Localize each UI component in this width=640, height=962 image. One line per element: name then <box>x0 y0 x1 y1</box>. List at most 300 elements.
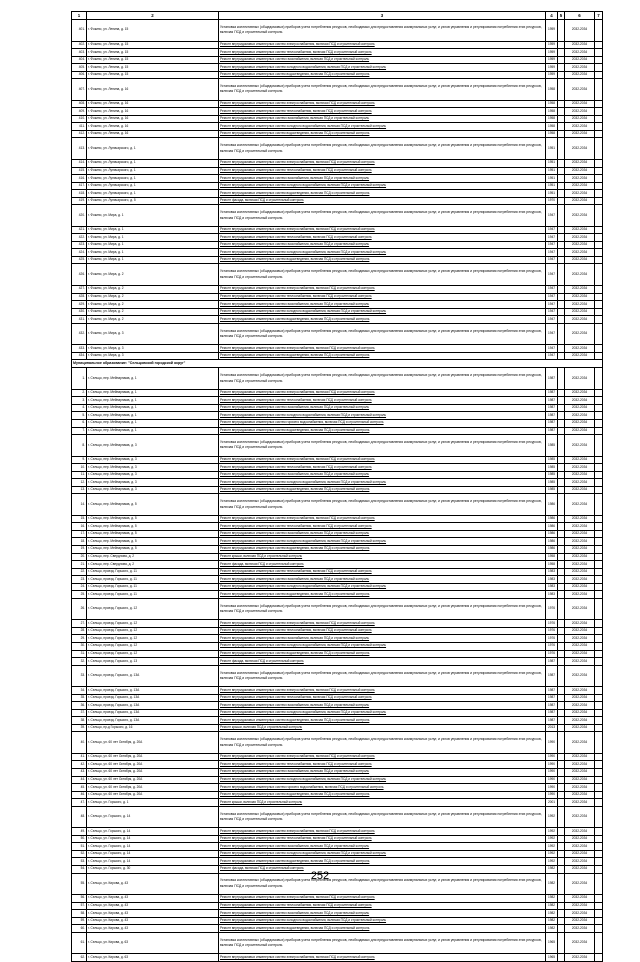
row-number: 45. <box>72 784 87 792</box>
address-cell: г. Фокино, ул. Мира, д. 2 <box>87 316 219 324</box>
year-built-cell: 1987 <box>546 694 558 702</box>
blank-cell <box>595 591 603 599</box>
year-built-cell: 1992 <box>546 858 558 866</box>
row-number: 402. <box>72 41 87 49</box>
blank-cell <box>595 256 603 264</box>
address-cell: г. Сельцо, ул. Горького, д. 14 <box>87 835 219 843</box>
year-built-cell: 1959 <box>546 64 558 72</box>
year-built-cell: 1986 <box>546 494 558 516</box>
blank-cell <box>595 917 603 925</box>
row-number: 409. <box>72 108 87 116</box>
table-row <box>72 41 603 49</box>
table-row <box>72 479 603 487</box>
row-number: 36. <box>72 702 87 710</box>
year-built-cell: 1976 <box>546 598 558 620</box>
table-row <box>72 197 603 205</box>
address-cell: г. Сельцо, ул. 60 лет Октября, д. 20А <box>87 761 219 769</box>
table-row <box>72 249 603 257</box>
municipality-heading: Муниципальное образование: "Сельцовский городской округ" <box>72 360 603 368</box>
blank-cell <box>558 835 565 843</box>
work-type-cell: Ремонт внутридомовых инженерных систем газоснабжения, включая ПСД и строительный контроль <box>219 404 546 412</box>
work-type-cell: Ремонт внутридомовых инженерных систем водоотведения, включая ПСД и строительный контроль <box>219 352 546 360</box>
work-type-cell: Ремонт внутридомовых инженерных систем электроснабжения, включая ПСД и строительный контроль <box>219 100 546 108</box>
address-cell: г. Фокино, ул. Мира, д. 2 <box>87 293 219 301</box>
column-header: 2 <box>87 12 219 20</box>
period-cell: 2032-2034 <box>565 784 595 792</box>
row-number: 34. <box>72 687 87 695</box>
blank-cell <box>558 486 565 494</box>
blank-cell <box>595 784 603 792</box>
column-header: 6 <box>565 12 595 20</box>
period-cell: 2032-2034 <box>565 115 595 123</box>
blank-cell <box>558 435 565 457</box>
work-type-cell: Ремонт внутридомовых инженерных систем электроснабжения, включая ПСД и строительный контроль <box>219 895 546 903</box>
table-row <box>72 583 603 591</box>
row-number: 13. <box>72 486 87 494</box>
table-row <box>72 806 603 828</box>
period-cell: 2032-2034 <box>565 249 595 257</box>
year-built-cell: 1985 <box>546 479 558 487</box>
blank-cell <box>558 226 565 234</box>
table-row <box>72 627 603 635</box>
blank-cell <box>558 799 565 807</box>
table-row <box>72 576 603 584</box>
period-cell: 2032-2034 <box>565 650 595 658</box>
table-row <box>72 167 603 175</box>
year-built-cell: 1976 <box>546 635 558 643</box>
table-row <box>72 159 603 167</box>
work-type-cell: Ремонт внутридомовых инженерных систем холодного водоснабжения, включая ПСД и строительный контроль <box>219 479 546 487</box>
row-number: 50. <box>72 835 87 843</box>
address-cell: г. Фокино, ул. Ленина, д. 16 <box>87 100 219 108</box>
table-row <box>72 464 603 472</box>
address-cell: г. Сельцо, проезд. Горького, д. 13А <box>87 709 219 717</box>
table-row <box>72 591 603 599</box>
work-type-cell: Ремонт внутридомовых инженерных систем холодного водоснабжения, включая ПСД и строительный контроль <box>219 850 546 858</box>
address-cell: г. Фокино, ул. Мира, д. 1 <box>87 256 219 264</box>
work-type-cell: Установка коллективных (общедомовых) приборов учета потребления ресурсов, необходимых для предоставления коммунальных услуг, и узлов управления и регулирования потребления этих ресурсов, включая ПСД и строительный контроль <box>219 138 546 160</box>
table-row <box>72 368 603 390</box>
table-row <box>72 427 603 435</box>
table-row <box>72 665 603 687</box>
blank-cell <box>558 591 565 599</box>
address-cell: г. Сельцо, ул. Кирова, д. 43 <box>87 925 219 933</box>
address-cell: г. Фокино, ул. Мира, д. 2 <box>87 264 219 286</box>
work-type-cell: Ремонт внутридомовых инженерных систем электроснабжения, включая ПСД и строительный контроль <box>219 515 546 523</box>
period-cell: 2032-2034 <box>565 167 595 175</box>
table-row <box>72 902 603 910</box>
period-cell: 2032-2034 <box>565 902 595 910</box>
period-cell: 2032-2034 <box>565 546 595 554</box>
row-number: 54. <box>72 865 87 873</box>
work-type-cell: Ремонт внутридомовых инженерных систем водоотведения, включая ПСД и строительный контроль <box>219 71 546 79</box>
work-type-cell: Ремонт внутридомовых инженерных систем водоотведения, включая ПСД и строительный контроль <box>219 858 546 866</box>
blank-cell <box>558 568 565 576</box>
blank-cell <box>558 694 565 702</box>
table-row <box>72 650 603 658</box>
work-type-cell: Ремонт внутридомовых инженерных систем горячего водоснабжения, включая ПСД и строительный контроль <box>219 784 546 792</box>
table-row <box>72 256 603 264</box>
address-cell: г. Сельцо, ул. 60 лет Октября, д. 20А <box>87 776 219 784</box>
work-type-cell: Установка коллективных (общедомовых) приборов учета потребления ресурсов, необходимых для предоставления коммунальных услуг, и узлов управления и регулирования потребления этих ресурсов, включая ПСД и строительный контроль <box>219 665 546 687</box>
work-type-cell: Ремонт внутридомовых инженерных систем газоснабжения, включая ПСД и строительный контроль <box>219 175 546 183</box>
blank-cell <box>595 64 603 72</box>
year-built-cell: 1947 <box>546 241 558 249</box>
blank-cell <box>558 724 565 732</box>
table-row <box>72 799 603 807</box>
table-row <box>72 658 603 666</box>
address-cell: г. Фокино, ул. Луначарского, д. 1 <box>87 138 219 160</box>
address-cell: г. Сельцо, ул. Горького, д. 14 <box>87 806 219 828</box>
row-number: 15. <box>72 515 87 523</box>
work-type-cell: Ремонт фасада, включая ПСД и строительный контроль <box>219 865 546 873</box>
table-row <box>72 285 603 293</box>
year-built-cell: 1985 <box>546 471 558 479</box>
table-row <box>72 895 603 903</box>
year-built-cell: 1983 <box>546 591 558 599</box>
row-number: 35. <box>72 694 87 702</box>
row-number: 28. <box>72 627 87 635</box>
blank-cell <box>558 858 565 866</box>
year-built-cell: 1951 <box>546 182 558 190</box>
table-row <box>72 828 603 836</box>
blank-cell <box>558 130 565 138</box>
blank-cell <box>558 138 565 160</box>
table-row <box>72 100 603 108</box>
year-built-cell: 1976 <box>546 650 558 658</box>
row-number: 408. <box>72 100 87 108</box>
blank-cell <box>558 368 565 390</box>
year-built-cell: 1947 <box>546 264 558 286</box>
address-cell: г. Фокино, ул. Мира, д. 1 <box>87 234 219 242</box>
blank-cell <box>595 553 603 561</box>
row-number: 31. <box>72 650 87 658</box>
row-number: 25. <box>72 591 87 599</box>
work-type-cell: Ремонт внутридомовых инженерных систем теплоснабжения, включая ПСД и строительный контроль <box>219 167 546 175</box>
work-type-cell: Ремонт внутридомовых инженерных систем холодного водоснабжения, включая ПСД и строительный контроль <box>219 182 546 190</box>
work-type-cell: Ремонт внутридомовых инженерных систем холодного водоснабжения, включая ПСД и строительный контроль <box>219 412 546 420</box>
blank-cell <box>595 568 603 576</box>
period-cell: 2032-2034 <box>565 264 595 286</box>
period-cell: 2032-2034 <box>565 799 595 807</box>
blank-cell <box>558 205 565 227</box>
row-number: 21. <box>72 561 87 569</box>
work-type-cell: Ремонт внутридомовых инженерных систем электроснабжения, включая ПСД и строительный контроль <box>219 226 546 234</box>
row-number: 37. <box>72 709 87 717</box>
blank-cell <box>558 828 565 836</box>
table-row <box>72 130 603 138</box>
table-row <box>72 702 603 710</box>
period-cell: 2032-2034 <box>565 479 595 487</box>
period-cell: 2032-2034 <box>565 523 595 531</box>
period-cell: 2032-2034 <box>565 41 595 49</box>
table-row <box>72 20 603 42</box>
period-cell: 2032-2034 <box>565 561 595 569</box>
blank-cell <box>558 717 565 725</box>
period-cell: 2032-2034 <box>565 316 595 324</box>
blank-cell <box>558 917 565 925</box>
work-type-cell: Ремонт внутридомовых инженерных систем теплоснабжения, включая ПСД и строительный контроль <box>219 49 546 57</box>
period-cell: 2032-2034 <box>565 345 595 353</box>
row-number: 38. <box>72 717 87 725</box>
work-type-cell: Ремонт внутридомовых инженерных систем холодного водоснабжения, включая ПСД и строительный контроль <box>219 249 546 257</box>
period-cell: 2032-2034 <box>565 694 595 702</box>
year-built-cell: 1947 <box>546 256 558 264</box>
blank-cell <box>558 895 565 903</box>
address-cell: г. Фокино, ул. Мира, д. 3 <box>87 345 219 353</box>
row-number: 420. <box>72 205 87 227</box>
period-cell: 2032-2034 <box>565 895 595 903</box>
blank-cell <box>595 123 603 131</box>
blank-cell <box>558 175 565 183</box>
period-cell: 2032-2034 <box>565 182 595 190</box>
blank-cell <box>558 412 565 420</box>
work-type-cell: Установка коллективных (общедомовых) приборов учета потребления ресурсов, необходимых для предоставления коммунальных услуг, и узлов управления и регулирования потребления этих ресурсов, включая ПСД и строительный контроль <box>219 806 546 828</box>
blank-cell <box>558 954 565 962</box>
blank-cell <box>558 523 565 531</box>
address-cell: г. Фокино, ул. Ленина, д. 16 <box>87 79 219 101</box>
table-row <box>72 835 603 843</box>
table-row <box>72 471 603 479</box>
work-type-cell: Ремонт внутридомовых инженерных систем теплоснабжения, включая ПСД и строительный контроль <box>219 397 546 405</box>
period-cell: 2032-2034 <box>565 658 595 666</box>
table-row <box>72 791 603 799</box>
work-type-cell: Ремонт крыши, включая ПСД и строительный контроль <box>219 799 546 807</box>
row-number: 40. <box>72 732 87 754</box>
blank-cell <box>595 345 603 353</box>
year-built-cell: 1986 <box>546 530 558 538</box>
row-number: 4. <box>72 404 87 412</box>
row-number: 418. <box>72 190 87 198</box>
row-number: 1. <box>72 368 87 390</box>
blank-cell <box>558 71 565 79</box>
row-number: 412. <box>72 130 87 138</box>
row-number: 46. <box>72 791 87 799</box>
address-cell: г. Сельцо, проезд. Горького, д. 12 <box>87 635 219 643</box>
blank-cell <box>595 732 603 754</box>
year-built-cell: 1990 <box>546 769 558 777</box>
work-type-cell: Ремонт внутридомовых инженерных систем электроснабжения, включая ПСД и строительный контроль <box>219 954 546 962</box>
address-cell: г. Фокино, ул. Мира, д. 2 <box>87 301 219 309</box>
year-built-cell: 1958 <box>546 130 558 138</box>
row-number: 19. <box>72 546 87 554</box>
row-number: 14. <box>72 494 87 516</box>
work-type-cell: Ремонт внутридомовых инженерных систем холодного водоснабжения, включая ПСД и строительный контроль <box>219 583 546 591</box>
blank-cell <box>595 932 603 954</box>
row-number: 432. <box>72 323 87 345</box>
period-cell: 2032-2034 <box>565 865 595 873</box>
blank-cell <box>595 20 603 42</box>
blank-cell <box>595 412 603 420</box>
period-cell: 2032-2034 <box>565 843 595 851</box>
blank-cell <box>558 642 565 650</box>
address-cell: г. Сельцо, ул. Горького, д. 14 <box>87 828 219 836</box>
address-cell: г. Сельцо, проезд. Горького, д. 12 <box>87 620 219 628</box>
period-cell: 2032-2034 <box>565 917 595 925</box>
address-cell: г. Сельцо, ул. 60 лет Октября, д. 20А <box>87 769 219 777</box>
blank-cell <box>558 850 565 858</box>
table-row <box>72 56 603 64</box>
blank-cell <box>558 784 565 792</box>
year-built-cell: 1985 <box>546 464 558 472</box>
address-cell: г. Фокино, ул. Мира, д. 1 <box>87 205 219 227</box>
year-built-cell: 1992 <box>546 835 558 843</box>
address-cell: г. Сельцо, проезд. Горького, д. 13А <box>87 702 219 710</box>
work-type-cell: Ремонт внутридомовых инженерных систем электроснабжения, включая ПСД и строительный контроль <box>219 456 546 464</box>
row-number: 48. <box>72 806 87 828</box>
table-row <box>72 761 603 769</box>
period-cell: 2032-2034 <box>565 583 595 591</box>
year-built-cell: 1958 <box>546 115 558 123</box>
period-cell: 2032-2034 <box>565 427 595 435</box>
row-number: 52. <box>72 850 87 858</box>
year-built-cell: 1947 <box>546 226 558 234</box>
address-cell: г. Сельцо, ул. Горького, д. 14 <box>87 858 219 866</box>
blank-cell <box>595 776 603 784</box>
address-cell: г. Сельцо, пер. Мейпарнама, д. 5 <box>87 546 219 554</box>
work-type-cell: Ремонт внутридомовых инженерных систем газоснабжения, включая ПСД и строительный контроль <box>219 576 546 584</box>
blank-cell <box>558 583 565 591</box>
year-built-cell: 1983 <box>546 568 558 576</box>
address-cell: г. Фокино, ул. Ленина, д. 16 <box>87 108 219 116</box>
blank-cell <box>595 56 603 64</box>
blank-cell <box>595 954 603 962</box>
blank-cell <box>558 115 565 123</box>
blank-cell <box>595 895 603 903</box>
work-type-cell: Ремонт внутридомовых инженерных систем газоснабжения, включая ПСД и строительный контроль <box>219 635 546 643</box>
table-row <box>72 925 603 933</box>
address-cell: г. Фокино, ул. Ленина, д. 16 <box>87 123 219 131</box>
row-number: 404. <box>72 56 87 64</box>
period-cell: 2032-2034 <box>565 635 595 643</box>
work-type-cell: Ремонт внутридомовых инженерных систем теплоснабжения, включая ПСД и строительный контроль <box>219 108 546 116</box>
blank-cell <box>595 530 603 538</box>
table-row <box>72 397 603 405</box>
blank-cell <box>558 471 565 479</box>
period-cell: 2032-2034 <box>565 352 595 360</box>
year-built-cell: 1947 <box>546 345 558 353</box>
row-number: 434. <box>72 352 87 360</box>
row-number: 49. <box>72 828 87 836</box>
row-number: 414. <box>72 159 87 167</box>
blank-cell <box>595 397 603 405</box>
blank-cell <box>595 850 603 858</box>
address-cell: г. Сельцо, пер. Мейпарнама, д. 1 <box>87 404 219 412</box>
year-built-cell: 2013 <box>546 724 558 732</box>
period-cell: 2032-2034 <box>565 769 595 777</box>
period-cell: 2032-2034 <box>565 389 595 397</box>
work-type-cell: Установка коллективных (общедомовых) приборов учета потребления ресурсов, необходимых для предоставления коммунальных услуг, и узлов управления и регулирования потребления этих ресурсов, включая ПСД и строительный контроль <box>219 732 546 754</box>
table-row <box>72 64 603 72</box>
blank-cell <box>595 925 603 933</box>
row-number: 41. <box>72 753 87 761</box>
blank-cell <box>558 167 565 175</box>
address-cell: г. Фокино, ул. Ленина, д. 15 <box>87 49 219 57</box>
row-number: 18. <box>72 538 87 546</box>
blank-cell <box>595 471 603 479</box>
row-number: 426. <box>72 264 87 286</box>
period-cell: 2032-2034 <box>565 226 595 234</box>
table-row <box>72 316 603 324</box>
row-number: 42. <box>72 761 87 769</box>
row-number: 56. <box>72 895 87 903</box>
address-cell: г. Фокино, ул. Ленина, д. 15 <box>87 41 219 49</box>
period-cell: 2032-2034 <box>565 175 595 183</box>
year-built-cell: 1958 <box>546 123 558 131</box>
address-cell: г. Сельцо, ул. Кирова, д. 43 <box>87 917 219 925</box>
row-number: 60. <box>72 925 87 933</box>
period-cell: 2032-2034 <box>565 568 595 576</box>
work-type-cell: Ремонт внутридомовых инженерных систем газоснабжения, включая ПСД и строительный контроль <box>219 301 546 309</box>
year-built-cell: 1985 <box>546 456 558 464</box>
work-type-cell: Ремонт внутридомовых инженерных систем электроснабжения, включая ПСД и строительный контроль <box>219 389 546 397</box>
work-type-cell: Ремонт внутридомовых инженерных систем водоотведения, включая ПСД и строительный контроль <box>219 546 546 554</box>
period-cell: 2032-2034 <box>565 828 595 836</box>
blank-cell <box>595 100 603 108</box>
period-cell: 2032-2034 <box>565 20 595 42</box>
work-type-cell: Ремонт внутридомовых инженерных систем электроснабжения, включая ПСД и строительный контроль <box>219 753 546 761</box>
work-type-cell: Ремонт внутридомовых инженерных систем электроснабжения, включая ПСД и строительный контроль <box>219 828 546 836</box>
period-cell: 2032-2034 <box>565 456 595 464</box>
address-cell: г. Сельцо, проезд. Горького, д. 12 <box>87 598 219 620</box>
work-type-cell: Ремонт крыши, включая ПСД и строительный контроль <box>219 553 546 561</box>
work-type-cell: Ремонт внутридомовых инженерных систем электроснабжения, включая ПСД и строительный контроль <box>219 345 546 353</box>
row-number: 11. <box>72 471 87 479</box>
address-cell: г. Фокино, ул. Мира, д. 1 <box>87 241 219 249</box>
blank-cell <box>558 546 565 554</box>
work-type-cell: Ремонт внутридомовых инженерных систем теплоснабжения, включая ПСД и строительный контроль <box>219 835 546 843</box>
period-cell: 2032-2034 <box>565 530 595 538</box>
address-cell: г. Сельцо, проезд. Горького, д. 13А <box>87 717 219 725</box>
blank-cell <box>558 561 565 569</box>
year-built-cell: 1947 <box>546 323 558 345</box>
capital-repair-table <box>71 11 603 962</box>
column-header: 4 <box>546 12 558 20</box>
blank-cell <box>558 108 565 116</box>
group-heading-row <box>72 360 603 368</box>
table-row <box>72 494 603 516</box>
year-built-cell: 1982 <box>546 865 558 873</box>
blank-cell <box>558 553 565 561</box>
work-type-cell: Ремонт внутридомовых инженерных систем холодного водоснабжения, включая ПСД и строительный контроль <box>219 642 546 650</box>
address-cell: г. Фокино, ул. Мира, д. 2 <box>87 308 219 316</box>
table-row <box>72 241 603 249</box>
year-built-cell: 1951 <box>546 138 558 160</box>
row-number: 9. <box>72 456 87 464</box>
work-type-cell: Ремонт внутридомовых инженерных систем газоснабжения, включая ПСД и строительный контроль <box>219 56 546 64</box>
period-cell: 2032-2034 <box>565 717 595 725</box>
row-number: 425. <box>72 256 87 264</box>
row-number: 401. <box>72 20 87 42</box>
work-type-cell: Ремонт фасада, включая ПСД и строительный контроль <box>219 197 546 205</box>
address-cell: г. Сельцо, проезд. Горького, д. 11 <box>87 576 219 584</box>
year-built-cell: 1983 <box>546 576 558 584</box>
row-number: 422. <box>72 234 87 242</box>
row-number: 5. <box>72 412 87 420</box>
blank-cell <box>595 515 603 523</box>
blank-cell <box>595 130 603 138</box>
year-built-cell: 1958 <box>546 79 558 101</box>
year-built-cell: 1986 <box>546 523 558 531</box>
address-cell: г. Сельцо, пер. Мейпарнама, д. 5 <box>87 530 219 538</box>
blank-cell <box>595 687 603 695</box>
work-type-cell: Ремонт внутридомовых инженерных систем газоснабжения, включая ПСД и строительный контроль <box>219 702 546 710</box>
period-cell: 2032-2034 <box>565 323 595 345</box>
blank-cell <box>595 241 603 249</box>
blank-cell <box>595 197 603 205</box>
row-number: 423. <box>72 241 87 249</box>
blank-cell <box>558 538 565 546</box>
